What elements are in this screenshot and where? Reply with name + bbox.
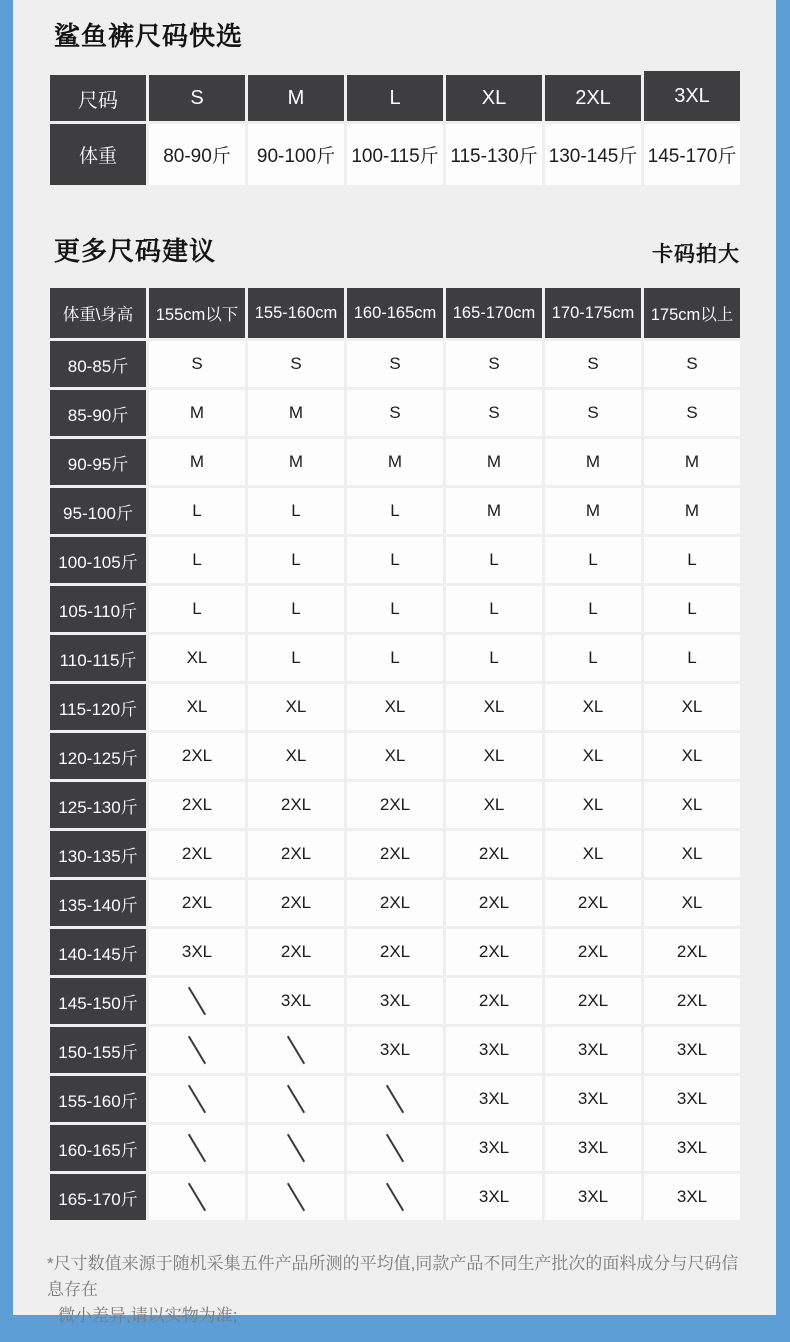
size-suggestion-row [50,1125,740,1171]
size-value-cell: 2XL [149,831,245,877]
height-column-header: 155cm以下 [149,288,245,338]
size-value-cell: 2XL [545,978,641,1024]
weight-height-corner-cell: 体重\身高 [50,288,146,338]
size-header-cell-xl: XL [446,75,542,121]
size-value-cell: L [644,586,740,632]
size-value-cell: 3XL [347,978,443,1024]
size-value-cell: 2XL [347,831,443,877]
size-value-cell [149,1027,245,1073]
size-value-cell: L [347,635,443,681]
size-suggestion-row [50,390,740,436]
size-value-cell [149,1125,245,1171]
size-value-cell: S [347,341,443,387]
size-value-cell: L [347,586,443,632]
size-value-cell: M [545,488,641,534]
size-suggestion-row [50,1027,740,1073]
footnote [47,1251,740,1329]
size-value-cell [149,978,245,1024]
size-value-cell: 2XL [347,880,443,926]
size-value-cell: M [248,390,344,436]
weight-range-cell: 145-170斤 [644,124,740,185]
size-value-cell [149,1174,245,1220]
size-value-cell: L [347,488,443,534]
size-value-cell: S [644,341,740,387]
no-size-diagonal-icon [188,1183,206,1211]
size-value-cell: M [347,439,443,485]
size-value-cell: XL [644,880,740,926]
no-size-diagonal-icon [287,1036,305,1064]
size-suggestion-row [50,831,740,877]
weight-row-label: 95-100斤 [50,488,146,534]
size-value-cell: L [248,537,344,583]
size-suggestion-row [50,1076,740,1122]
quick-size-table-weight-row [50,124,740,185]
size-value-cell [248,1076,344,1122]
size-suggestion-row [50,1174,740,1220]
no-size-diagonal-icon [287,1085,305,1113]
size-value-cell: L [347,537,443,583]
weight-row-label: 160-165斤 [50,1125,146,1171]
size-value-cell: 3XL [446,1125,542,1171]
size-value-cell: XL [149,684,245,730]
size-value-cell: S [248,341,344,387]
footnote-line-1: *尺寸数值来源于随机采集五件产品所测的平均值,同款产品不同生产批次的面料成分与尺码信息存在 [47,1254,739,1299]
weight-row-label: 150-155斤 [50,1027,146,1073]
size-value-cell [248,1027,344,1073]
size-value-cell: L [545,635,641,681]
weight-range-cell: 130-145斤 [545,124,641,185]
weight-row-label: 120-125斤 [50,733,146,779]
size-value-cell: L [446,537,542,583]
size-value-cell: L [446,635,542,681]
weight-row-label: 80-85斤 [50,341,146,387]
size-suggestion-row [50,586,740,632]
size-value-cell: 2XL [446,929,542,975]
weight-range-cell: 80-90斤 [149,124,245,185]
height-column-header: 165-170cm [446,288,542,338]
size-suggestion-row [50,684,740,730]
size-value-cell: 2XL [446,978,542,1024]
no-size-diagonal-icon [188,1085,206,1113]
size-suggestion-row [50,880,740,926]
size-column-header: 尺码 [50,75,146,121]
size-value-cell: M [248,439,344,485]
size-value-cell: L [248,586,344,632]
size-value-cell: M [644,488,740,534]
size-value-cell: 3XL [446,1027,542,1073]
size-value-cell [149,1076,245,1122]
weight-range-cell: 115-130斤 [446,124,542,185]
size-value-cell: XL [446,684,542,730]
size-suggestion-row [50,978,740,1024]
weight-range-cell: 90-100斤 [248,124,344,185]
size-value-cell: XL [545,733,641,779]
size-value-cell: XL [149,635,245,681]
size-suggestion-header-row [50,288,740,338]
size-value-cell [347,1174,443,1220]
weight-row-label: 115-120斤 [50,684,146,730]
size-header-cell-l: L [347,75,443,121]
size-value-cell: S [347,390,443,436]
weight-row-label: 130-135斤 [50,831,146,877]
size-value-cell: L [644,635,740,681]
size-value-cell [248,1174,344,1220]
size-chart-panel [13,0,776,1325]
size-value-cell: 2XL [149,782,245,828]
weight-row-label: 125-130斤 [50,782,146,828]
size-suggestion-row [50,341,740,387]
size-value-cell: 3XL [545,1125,641,1171]
size-value-cell: XL [644,684,740,730]
size-value-cell [248,1125,344,1171]
height-column-header: 160-165cm [347,288,443,338]
size-value-cell: 2XL [149,880,245,926]
size-value-cell: M [446,488,542,534]
height-column-header: 155-160cm [248,288,344,338]
no-size-diagonal-icon [386,1085,404,1113]
size-value-cell: L [248,488,344,534]
no-size-diagonal-icon [386,1183,404,1211]
suggestions-title: 更多尺码建议 [54,236,217,266]
size-value-cell: 3XL [248,978,344,1024]
size-header-cell-2xl: 2XL [545,75,641,121]
no-size-diagonal-icon [386,1134,404,1162]
size-value-cell: 3XL [149,929,245,975]
size-suggestion-row [50,439,740,485]
size-value-cell: S [644,390,740,436]
size-suggestion-row [50,635,740,681]
size-header-cell-m: M [248,75,344,121]
size-value-cell: 3XL [644,1076,740,1122]
size-value-cell: L [644,537,740,583]
size-value-cell: 2XL [545,880,641,926]
weight-row-label: 155-160斤 [50,1076,146,1122]
weight-row-label: 90-95斤 [50,439,146,485]
size-value-cell [347,1125,443,1171]
size-value-cell: 2XL [644,978,740,1024]
size-up-note: 卡码拍大 [652,243,740,266]
size-value-cell: 2XL [446,880,542,926]
size-suggestion-row [50,929,740,975]
size-value-cell: 2XL [545,929,641,975]
size-value-cell: L [149,488,245,534]
size-value-cell: 2XL [248,929,344,975]
size-value-cell: M [545,439,641,485]
size-value-cell: 2XL [446,831,542,877]
size-value-cell: M [149,390,245,436]
size-value-cell: L [149,586,245,632]
weight-row-label: 135-140斤 [50,880,146,926]
size-value-cell: L [248,635,344,681]
weight-row-label: 165-170斤 [50,1174,146,1220]
size-suggestion-table [50,288,740,1220]
height-column-header: 170-175cm [545,288,641,338]
quick-select-title: 鲨鱼裤尺码快选 [54,21,244,51]
size-value-cell: XL [545,782,641,828]
size-value-cell: S [446,341,542,387]
size-value-cell: 2XL [644,929,740,975]
size-value-cell: 2XL [149,733,245,779]
size-value-cell: XL [248,733,344,779]
no-size-diagonal-icon [188,1036,206,1064]
no-size-diagonal-icon [287,1183,305,1211]
size-value-cell: 3XL [446,1174,542,1220]
size-header-cell-s: S [149,75,245,121]
no-size-diagonal-icon [188,987,206,1015]
size-header-cell-3xl: 3XL [644,71,740,121]
weight-row-label: 110-115斤 [50,635,146,681]
weight-row-label: 105-110斤 [50,586,146,632]
size-value-cell: XL [248,684,344,730]
suggestions-title-row [50,231,740,268]
size-value-cell: XL [644,831,740,877]
weight-row-label: 100-105斤 [50,537,146,583]
size-value-cell: 3XL [545,1076,641,1122]
size-value-cell: XL [644,733,740,779]
size-value-cell: XL [446,733,542,779]
size-value-cell: 2XL [248,782,344,828]
size-suggestion-row [50,782,740,828]
size-value-cell: L [446,586,542,632]
size-suggestion-body [50,341,740,1220]
size-value-cell: 3XL [545,1027,641,1073]
size-value-cell: L [545,586,641,632]
size-value-cell: 2XL [248,880,344,926]
size-value-cell: 2XL [347,929,443,975]
size-value-cell: 3XL [644,1125,740,1171]
size-value-cell: XL [446,782,542,828]
size-value-cell: XL [347,733,443,779]
size-value-cell: XL [347,684,443,730]
quick-size-table-header-row [50,71,740,121]
footnote-line-2: 微小差异,请以实物为准; [58,1306,238,1325]
size-value-cell: M [644,439,740,485]
weight-row-header: 体重 [50,124,146,185]
weight-range-cell: 100-115斤 [347,124,443,185]
quick-size-table [50,71,740,185]
weight-row-label: 140-145斤 [50,929,146,975]
weight-row-label: 145-150斤 [50,978,146,1024]
size-value-cell: 3XL [446,1076,542,1122]
height-column-header: 175cm以上 [644,288,740,338]
size-suggestion-row [50,537,740,583]
weight-row-label: 85-90斤 [50,390,146,436]
size-value-cell: 3XL [644,1174,740,1220]
no-size-diagonal-icon [188,1134,206,1162]
size-value-cell: M [149,439,245,485]
size-suggestion-row [50,488,740,534]
no-size-diagonal-icon [287,1134,305,1162]
size-suggestion-row [50,733,740,779]
size-value-cell: S [446,390,542,436]
size-value-cell: 3XL [545,1174,641,1220]
size-value-cell: M [446,439,542,485]
size-value-cell: XL [545,831,641,877]
size-value-cell [347,1076,443,1122]
size-value-cell: S [149,341,245,387]
size-value-cell: 2XL [347,782,443,828]
size-value-cell: S [545,341,641,387]
size-value-cell: 2XL [248,831,344,877]
size-value-cell: S [545,390,641,436]
size-value-cell: XL [545,684,641,730]
size-value-cell: L [149,537,245,583]
size-value-cell: L [545,537,641,583]
size-value-cell: 3XL [347,1027,443,1073]
size-value-cell: XL [644,782,740,828]
size-value-cell: 3XL [644,1027,740,1073]
